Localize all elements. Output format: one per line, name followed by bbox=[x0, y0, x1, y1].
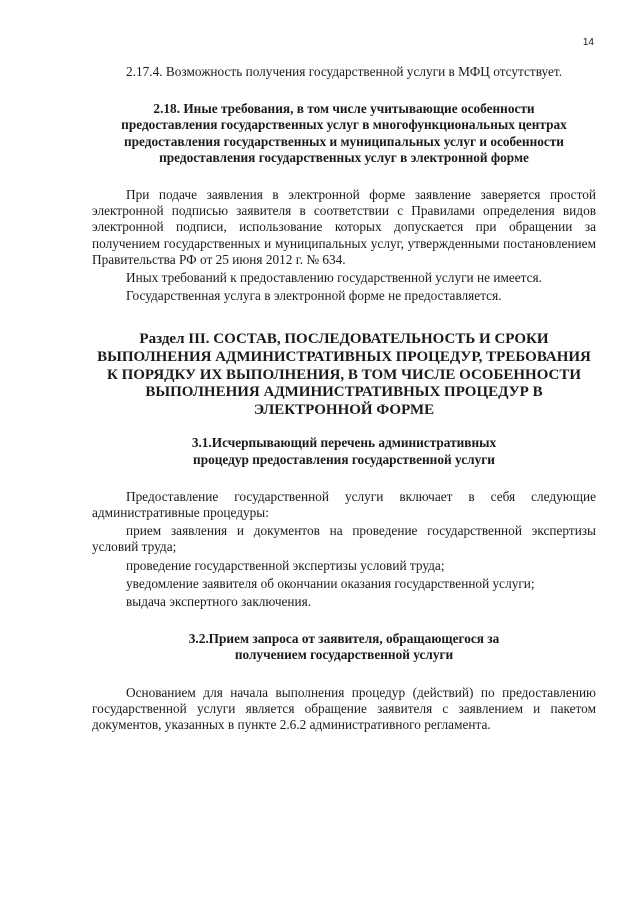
paragraph-basis-for-start: Основанием для начала выполнения процедур (действий) по предоставлению государственной услуги является обращение заявителя с заявлением и пакетом документов, указанных в пункте 2.6.2 административного регламента. bbox=[92, 684, 596, 733]
paragraph-procedures-intro: Предоставление государственной услуги включает в себя следующие административные процедуры: bbox=[92, 488, 596, 521]
section-heading-3: Раздел III. СОСТАВ, ПОСЛЕДОВАТЕЛЬНОСТЬ И СРОКИ ВЫПОЛНЕНИЯ АДМИНИСТРАТИВНЫХ ПРОЦЕДУР, ТРЕБОВАНИЯ К ПОРЯДКУ ИХ ВЫПОЛНЕНИЯ, В ТОМ ЧИСЛЕ ОСОБЕННОСТИ ВЫПОЛНЕНИЯ АДМИНИСТРАТИВНЫХ ПРОЦЕДУР В ЭЛЕКТРОННОЙ ФОРМЕ bbox=[97, 331, 591, 418]
page-number: 14 bbox=[582, 37, 594, 48]
paragraph-no-other-requirements: Иных требований к предоставлению государственной услуги не имеется. bbox=[126, 270, 542, 286]
paragraph-procedure-issue: выдача экспертного заключения. bbox=[126, 594, 312, 610]
heading-3-2: 3.2.Прием запроса от заявителя, обращающегося за получением государственной услуги bbox=[188, 631, 500, 663]
paragraph-no-electronic-form: Государственная услуга в электронной форме не предоставляется. bbox=[126, 288, 502, 304]
paragraph-procedure-receive: прием заявления и документов на проведение государственной экспертизы условий труда; bbox=[92, 523, 596, 555]
paragraph-electronic-signature: При подаче заявления в электронной форме заявление заверяется простой электронной подписью заявителя в соответствии с Правилами определения видов электронной подписи, использование которых допускается при обращении за получением государственных и муниципальных услуг, утвержденными постановлением Правительства РФ от 25 июня 2012 г. № 634. bbox=[92, 187, 596, 267]
paragraph-procedure-expertise: проведение государственной экспертизы условий труда; bbox=[126, 557, 445, 573]
heading-2-18: 2.18. Иные требования, в том числе учитывающие особенности предоставления государственных услуг в многофункциональных центрах предоставления государственных и муниципальных услуг и особенности предоставления государственных услуг в электронной форме bbox=[121, 101, 567, 165]
heading-3-1: 3.1.Исчерпывающий перечень административных процедур предоставления государственной услуги bbox=[191, 435, 497, 467]
paragraph-procedure-notify: уведомление заявителя об окончании оказания государственной услуги; bbox=[126, 575, 535, 591]
paragraph-2-17-4: 2.17.4. Возможность получения государственной услуги в МФЦ отсутствует. bbox=[126, 64, 563, 79]
document-body bbox=[92, 64, 596, 733]
